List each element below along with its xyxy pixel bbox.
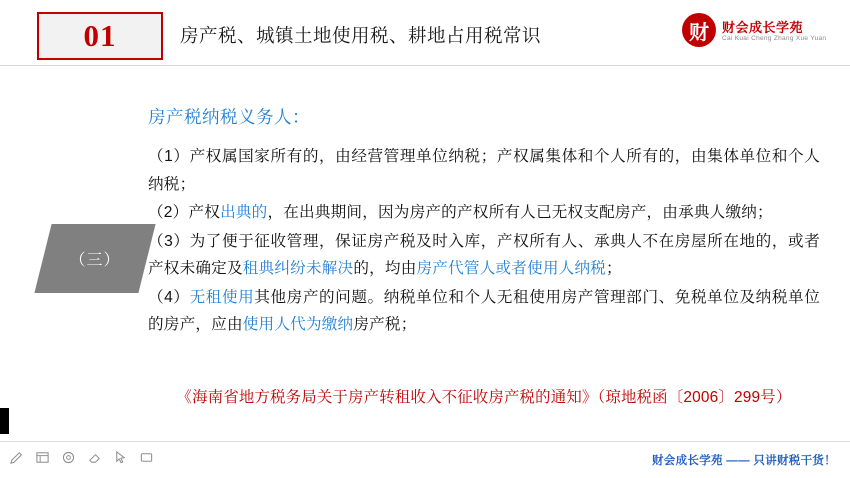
section-number-badge	[37, 12, 163, 60]
plain-text: 的，均由	[353, 260, 417, 277]
content-block	[148, 104, 820, 340]
logo-mark-icon: 财	[682, 13, 716, 47]
content-note: 《海南省地方税务局关于房产转租收入不征收房产税的通知》（琼地税函〔2006〕299号）	[176, 389, 792, 406]
logo-name-en: Cai Kuai Cheng Zhang Xue Yuan	[722, 35, 827, 42]
stamp-icon[interactable]	[60, 449, 77, 466]
content-paragraph	[148, 228, 820, 283]
footer-divider	[0, 441, 850, 442]
note-icon[interactable]	[34, 449, 51, 466]
section-number: 01	[83, 18, 117, 53]
content-paragraph	[148, 284, 820, 339]
content-subheading: 房产税纳税义务人：	[148, 107, 310, 127]
left-edge-marker	[0, 408, 9, 434]
frame-icon[interactable]	[138, 449, 155, 466]
page-header	[0, 0, 850, 66]
plain-text: 其他房产的问题。纳税单位和个人无租使用房产管理部门、免税单位及纳税单位的房产，应由	[148, 288, 820, 333]
highlighted-text: 房产代管人或者使用人纳税	[416, 260, 607, 277]
highlighted-text: 无租使用	[189, 288, 255, 306]
content-paragraph-list	[148, 143, 820, 339]
section-tag-label: （三）	[69, 252, 121, 269]
footer-slogan: 财会成长学苑 —— 只讲财税干货！	[652, 455, 836, 467]
pen-icon[interactable]	[8, 449, 25, 466]
content-paragraph	[148, 199, 820, 227]
plain-text: （4）	[148, 288, 190, 306]
header-divider	[0, 65, 850, 66]
plain-text: （1）产权属国家所有的，由经营管理单位纳税；产权属集体和个人所有的，由集体单位和个人纳税；	[148, 148, 820, 193]
plain-text: （2）产权	[148, 204, 221, 221]
annotation-toolbar[interactable]	[8, 449, 155, 466]
page-title: 房产税、城镇土地使用税、耕地占用税常识	[180, 25, 542, 46]
brand-logo	[682, 12, 832, 54]
cursor-icon[interactable]	[112, 449, 129, 466]
logo-name-cn: 财会成长学苑	[722, 20, 804, 35]
plain-text: ，在出典期间，因为房产的产权所有人已无权支配房产，由承典人缴纳；	[267, 204, 773, 221]
highlighted-text: 使用人代为缴纳	[242, 316, 354, 333]
plain-text: 房产税；	[353, 316, 417, 333]
plain-text: ；	[606, 260, 622, 277]
highlighted-text: 租典纠纷未解决	[242, 260, 354, 277]
content-paragraph	[148, 143, 820, 198]
plain-text: （3）为了便于征收管理，保证房产税及时入库，产权所有人、承典人不在房屋所在地的，或者产权未确定及	[148, 232, 820, 277]
highlighted-text: 出典的	[220, 204, 268, 221]
eraser-icon[interactable]	[86, 449, 103, 466]
